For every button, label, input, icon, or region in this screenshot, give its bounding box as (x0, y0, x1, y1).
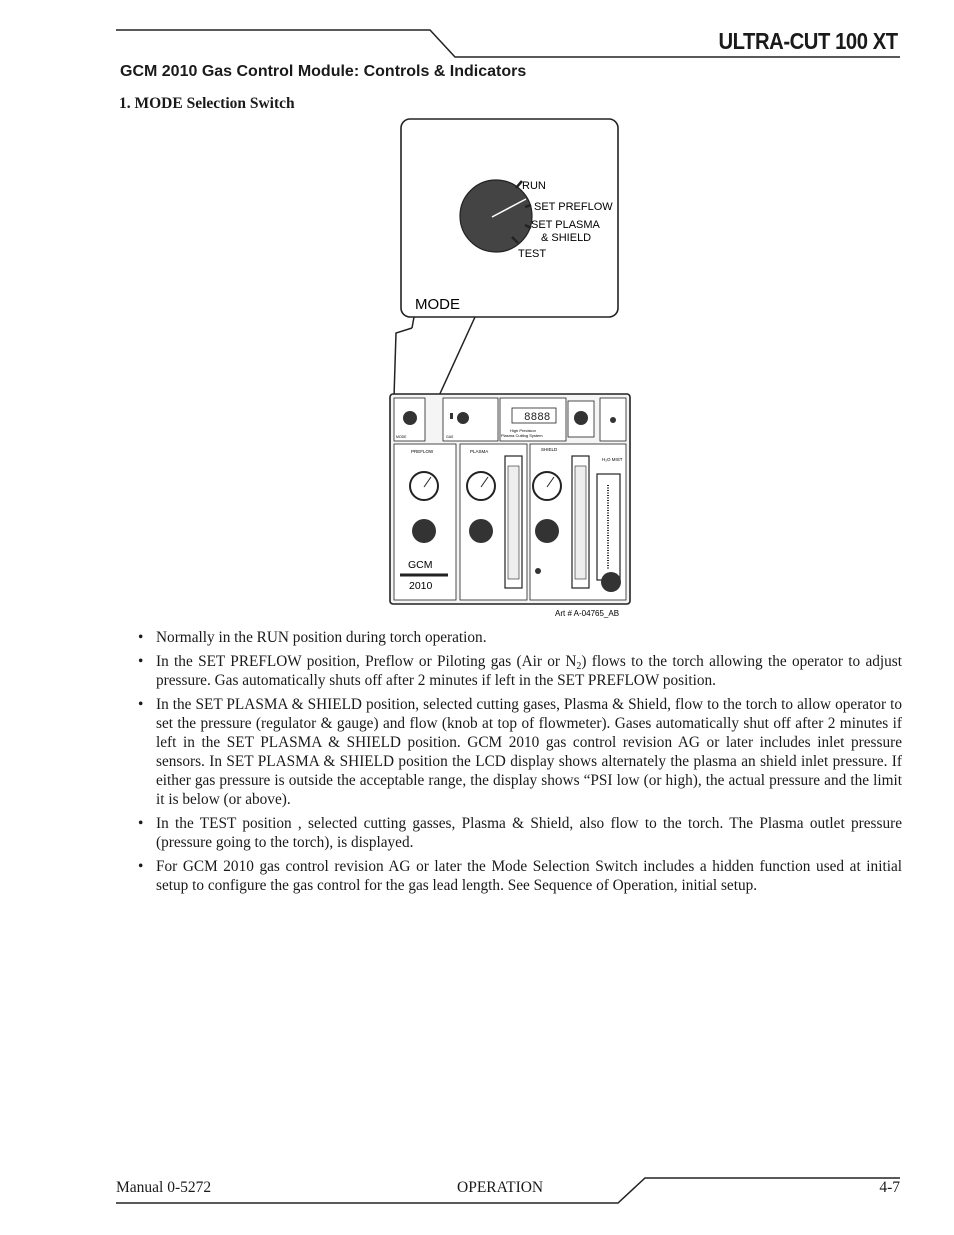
svg-text:H₂O MIST: H₂O MIST (602, 457, 623, 462)
svg-text:GAS: GAS (446, 435, 454, 439)
bullet-run: • Normally in the RUN position during torch operation. (138, 628, 902, 647)
art-number: Art # A-04765_AB (555, 609, 620, 618)
subsection-title: 1. MODE Selection Switch (119, 95, 295, 112)
svg-text:PLASMA: PLASMA (470, 449, 489, 454)
mode-pos-shield: & SHIELD (541, 232, 592, 244)
bullet-set-preflow: • In the SET PREFLOW position, Preflow or Piloting gas (Air or $N_2$) flows to the torch allowing the operator to adjust pressure. Gas automatically shuts off after 2 minutes if left in the SET PREFLOW position. (138, 652, 902, 690)
svg-text:Plasma Cutting System: Plasma Cutting System (501, 433, 543, 438)
footer-manual: Manual 0-5272 (116, 1179, 212, 1196)
mode-pos-set-plasma: SET PLASMA (531, 219, 600, 231)
svg-text:PREFLOW: PREFLOW (411, 449, 434, 454)
svg-text:8888: 8888 (524, 412, 551, 424)
h2o-mist-flowmeter (597, 474, 620, 580)
preflow-regulator-knob (412, 519, 436, 543)
svg-text:GCM: GCM (408, 559, 433, 571)
bullet-set-plasma-shield: • In the SET PLASMA & SHIELD position, selected cutting gases, Plasma & Shield, flow to the torch to allow operator to set the pressure (regulator & gauge) and flow (knob at top of flowmeter). Gases automatically shut off after 2 minutes if left in the SET PLASMA & SHIELD position. GCM 2010 gas control revision AG or later includes inlet pressure sensors. In SET PLASMA & SHIELD position the LCD display shows alternately the plasma an shield inlet pressure. If either gas pressure is outside the acceptable range, the display shows “PSI low (or high), the actual pressure and the limit it is below (or above). (138, 695, 902, 809)
shield-regulator-knob (535, 519, 559, 543)
svg-text:2010: 2010 (409, 580, 433, 592)
small-mode-knob (403, 411, 417, 425)
product-title: ULTRA-CUT 100 XT (718, 28, 898, 54)
mode-pos-set-preflow: SET PREFLOW (534, 201, 613, 213)
svg-text:SHIELD: SHIELD (541, 447, 558, 452)
bullet-test: • In the TEST position , selected cutting gasses, Plasma & Shield, also flow to the torch. The Plasma outlet pressure (pressure going to the torch), is displayed. (138, 814, 902, 852)
svg-text:High Precision: High Precision (510, 428, 536, 433)
bullet-hidden-function: • For GCM 2010 gas control revision AG or later the Mode Selection Switch includes a hidden function used at initial setup to configure the gas control for the gas lead length. See Sequence of Operation, initial setup. (138, 857, 902, 895)
mode-switch-figure (380, 115, 650, 623)
small-gas-knob (457, 412, 469, 424)
mode-label: MODE (415, 296, 460, 313)
mode-pos-test: TEST (518, 248, 547, 260)
bullet-list (138, 628, 902, 900)
shield-gauge (533, 472, 561, 500)
plasma-gauge (467, 472, 495, 500)
footer-page: 4-7 (879, 1179, 900, 1196)
footer-section: OPERATION (457, 1179, 544, 1196)
preflow-gauge (410, 472, 438, 500)
mode-pos-run: RUN (522, 180, 546, 192)
svg-text:MODE: MODE (396, 435, 407, 439)
section-title: GCM 2010 Gas Control Module: Controls & Indicators (120, 63, 527, 80)
plasma-regulator-knob (469, 519, 493, 543)
h2o-mist-knob (601, 572, 621, 592)
